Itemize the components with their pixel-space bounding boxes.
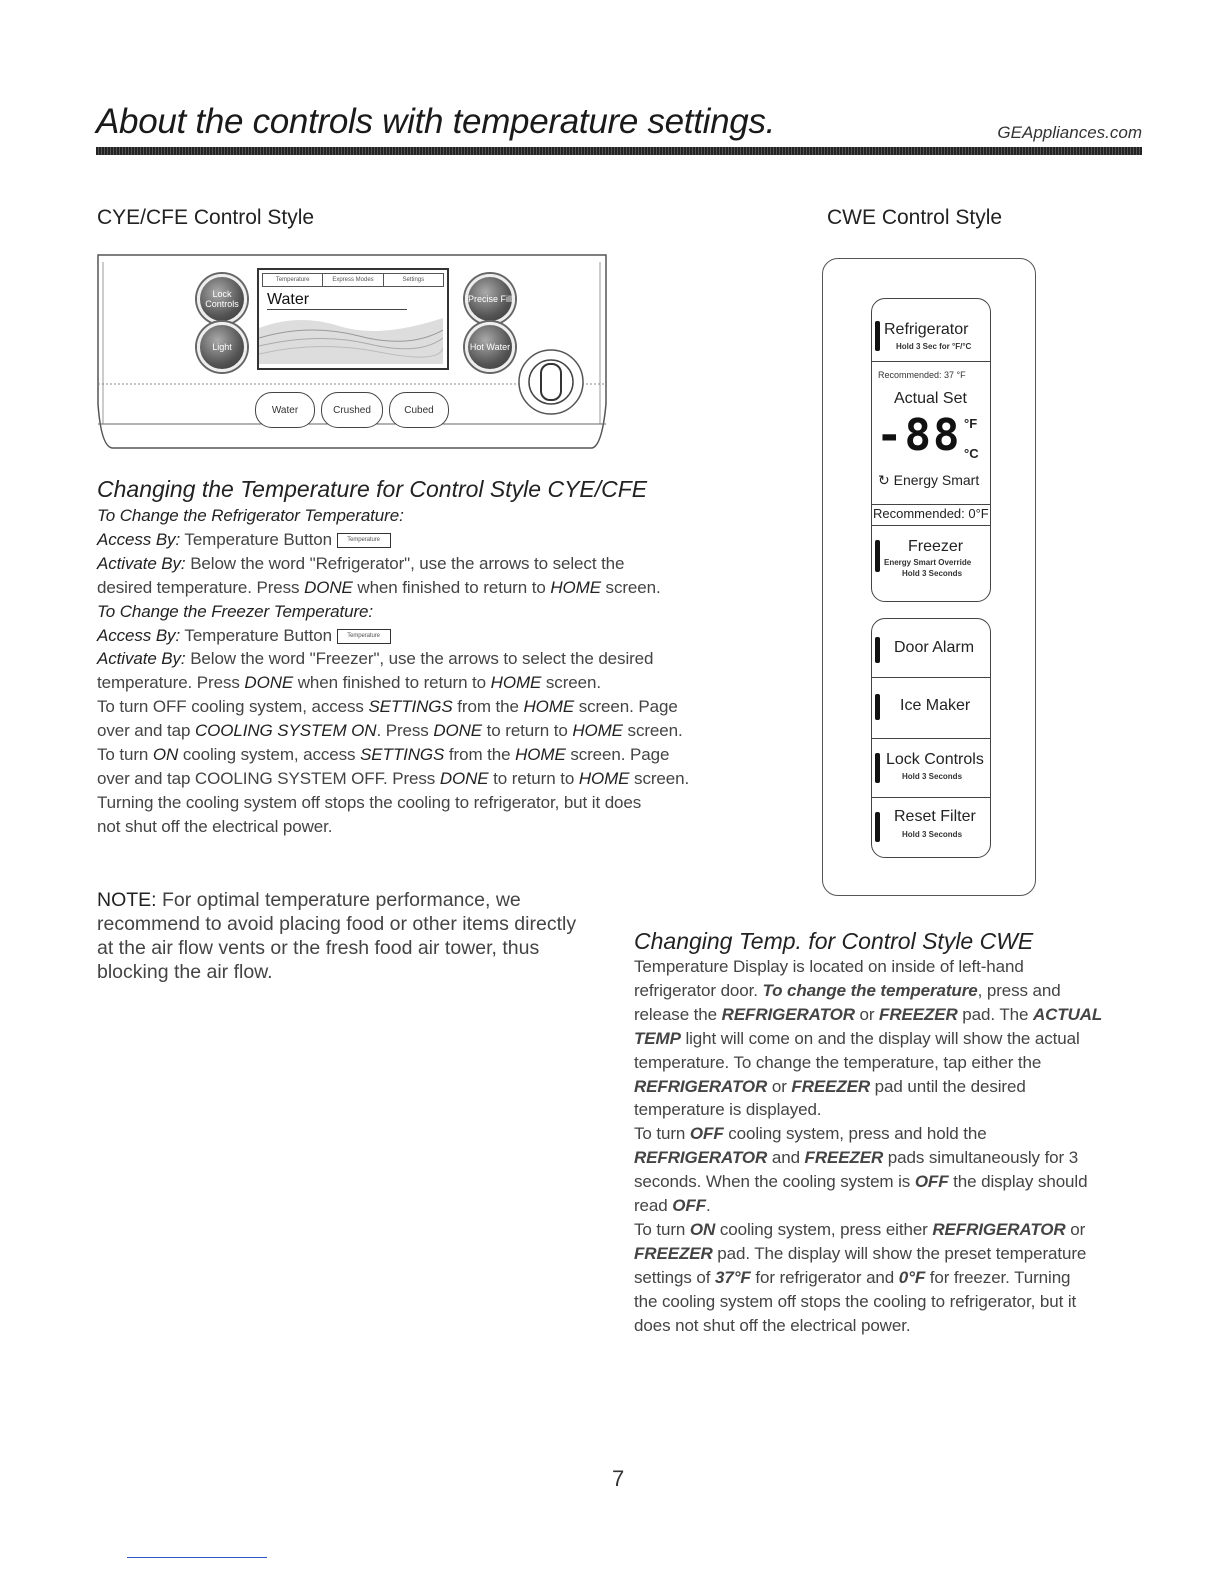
refrigerator-term: REFRIGERATOR bbox=[721, 1004, 855, 1024]
door-alarm-indicator bbox=[875, 637, 880, 663]
recycle-icon: ↻ bbox=[878, 472, 890, 488]
site-url: GEAppliances.com bbox=[997, 123, 1142, 142]
text-span: read bbox=[634, 1196, 673, 1216]
off-term: OFF bbox=[672, 1196, 706, 1216]
recommended-37: Recommended: 37 °F bbox=[878, 370, 966, 380]
freezer-term: FREEZER bbox=[879, 1004, 958, 1024]
tab-temperature[interactable]: Temperature bbox=[263, 274, 323, 286]
text-span: release the bbox=[634, 1004, 722, 1024]
preset-37: 37°F bbox=[715, 1267, 751, 1287]
text-span: To turn bbox=[634, 1219, 690, 1239]
home-term: HOME bbox=[578, 768, 630, 788]
cye-control-panel bbox=[97, 254, 607, 450]
crushed-pill[interactable]: Crushed bbox=[321, 392, 383, 428]
text-span: or bbox=[767, 1076, 792, 1096]
refrigerator-indicator bbox=[875, 321, 880, 351]
lock-controls-pad[interactable] bbox=[872, 739, 990, 798]
freezer-term: FREEZER bbox=[791, 1076, 871, 1096]
fridge-activate-line: Below the word "Refrigerator", use the arrows to select the bbox=[190, 553, 625, 573]
lock-controls-label: Lock Controls bbox=[886, 751, 984, 768]
activate-label: Activate By: bbox=[97, 553, 186, 573]
home-term: HOME bbox=[550, 577, 601, 597]
text-span: cooling system, access bbox=[178, 745, 361, 765]
text-span: light will come on and the display will show the actual bbox=[680, 1028, 1080, 1048]
text-span: To turn bbox=[634, 1124, 690, 1144]
home-term: HOME bbox=[523, 697, 575, 717]
ice-maker-indicator bbox=[875, 694, 880, 720]
actual-term: ACTUAL bbox=[1032, 1004, 1103, 1024]
freezer-override-text: Energy Smart Override bbox=[884, 558, 972, 567]
text-span: pad until the desired bbox=[870, 1076, 1026, 1096]
precise-fill-button[interactable]: Precise Fill bbox=[465, 274, 515, 324]
done-term: DONE bbox=[439, 768, 489, 788]
access-text: Temperature Button bbox=[184, 625, 332, 645]
refrigerator-hold-text: Hold 3 Sec for °F/°C bbox=[896, 342, 972, 351]
note-line: For optimal temperature performance, we bbox=[156, 889, 521, 911]
text-span: . Press bbox=[376, 721, 434, 741]
lock-controls-button[interactable]: Lock Controls bbox=[197, 274, 247, 324]
cwe-line: the cooling system off stops the cooling to refrigerator, but it bbox=[634, 1291, 1077, 1311]
tab-settings[interactable]: Settings bbox=[402, 277, 425, 283]
note-line: recommend to avoid placing food or other items directly bbox=[97, 913, 577, 935]
recommended-0-row bbox=[872, 505, 990, 526]
cwe-section-title: Changing Temp. for Control Style CWE bbox=[634, 928, 1034, 954]
freezer-subheading: To Change the Freezer Temperature: bbox=[97, 601, 374, 621]
cwe-heading: CWE Control Style bbox=[827, 206, 1003, 229]
light-button[interactable]: Light bbox=[197, 322, 247, 372]
fridge-subheading: To Change the Refrigerator Temperature: bbox=[97, 506, 404, 525]
text-span: over and tap bbox=[97, 721, 195, 741]
header-rule bbox=[96, 147, 1142, 155]
freezer-label: Freezer bbox=[908, 538, 964, 555]
text-span: for freezer. Turning bbox=[925, 1267, 1071, 1287]
text-span: from the bbox=[444, 745, 516, 765]
water-pill[interactable]: Water bbox=[255, 392, 315, 428]
done-term: DONE bbox=[304, 577, 353, 597]
lock-controls-indicator bbox=[875, 753, 880, 783]
cwe-options-group bbox=[871, 618, 991, 858]
text-span: or bbox=[854, 1004, 880, 1024]
tab-express-modes[interactable]: Express Modes bbox=[323, 274, 383, 286]
refrigerator-term: REFRIGERATOR bbox=[634, 1076, 768, 1096]
door-alarm-label: Door Alarm bbox=[894, 639, 975, 656]
cwe-line: temperature. To change the temperature, tap either the bbox=[634, 1052, 1042, 1072]
dispenser-screen bbox=[257, 268, 449, 370]
reset-filter-pad[interactable] bbox=[872, 798, 990, 856]
text-span: screen. bbox=[629, 768, 690, 788]
done-term: DONE bbox=[244, 673, 294, 693]
text-span: seconds. When the cooling system is bbox=[634, 1172, 915, 1192]
hot-water-button[interactable]: Hot Water bbox=[465, 322, 515, 372]
note-line: blocking the air flow. bbox=[97, 961, 273, 983]
final-line-2: not shut off the electrical power. bbox=[97, 816, 333, 836]
text-span: desired temperature. Press bbox=[97, 577, 305, 597]
text-span: over and tap COOLING SYSTEM OFF. Press bbox=[97, 768, 440, 788]
cwe-line: temperature is displayed. bbox=[634, 1100, 822, 1120]
text-span: . bbox=[705, 1196, 711, 1216]
text-span: cooling system, press either bbox=[715, 1219, 933, 1239]
off-term: OFF bbox=[689, 1124, 724, 1144]
ice-maker-label: Ice Maker bbox=[900, 697, 971, 714]
text-span: from the bbox=[452, 697, 524, 717]
refrigerator-pad[interactable] bbox=[872, 299, 990, 362]
change-temp-term: To change the temperature bbox=[762, 980, 978, 1000]
freezer-indicator bbox=[875, 540, 880, 572]
footer-line bbox=[127, 1557, 267, 1558]
text-span: screen. bbox=[600, 577, 661, 597]
page-number: 7 bbox=[612, 1466, 625, 1491]
text-span: refrigerator door. bbox=[634, 980, 763, 1000]
temperature-readout: -88 bbox=[876, 410, 962, 461]
access-label: Access By: bbox=[97, 625, 181, 645]
freezer-pad[interactable] bbox=[872, 526, 990, 600]
temp-term: TEMP bbox=[634, 1028, 681, 1048]
text-span: screen. Page bbox=[574, 697, 678, 717]
energy-smart-label: Energy Smart bbox=[893, 472, 980, 488]
text-span: to return to bbox=[488, 768, 579, 788]
text-span: pad. The bbox=[957, 1004, 1033, 1024]
door-alarm-pad[interactable] bbox=[872, 619, 990, 678]
text-span: cooling system, press and hold the bbox=[723, 1124, 987, 1144]
lock-controls-hold-text: Hold 3 Seconds bbox=[902, 772, 963, 781]
text-span: pad. The display will show the preset temperature bbox=[712, 1243, 1087, 1263]
cooling-on-term: COOLING SYSTEM ON bbox=[194, 721, 377, 741]
dispenser-paddle-icon bbox=[515, 344, 585, 434]
activate-label: Activate By: bbox=[97, 649, 186, 669]
temperature-button-icon: Temperature bbox=[337, 533, 391, 548]
freezer-term: FREEZER bbox=[804, 1148, 884, 1168]
refrigerator-term: REFRIGERATOR bbox=[932, 1219, 1066, 1239]
text-span: temperature. Press bbox=[97, 673, 245, 693]
screen-label: Water bbox=[267, 291, 407, 310]
temperature-button-icon: Temperature bbox=[337, 629, 391, 644]
cwe-line: does not shut off the electrical power. bbox=[634, 1315, 911, 1335]
on-term: ON bbox=[689, 1219, 716, 1239]
text-span: settings of bbox=[634, 1267, 716, 1287]
text-span: the display should bbox=[948, 1172, 1088, 1192]
preset-0: 0°F bbox=[898, 1267, 926, 1287]
cye-section-title: Changing the Temperature for Control Style CYE/CFE bbox=[97, 476, 648, 502]
home-term: HOME bbox=[572, 721, 623, 741]
access-text: Temperature Button bbox=[184, 529, 332, 549]
settings-term: SETTINGS bbox=[368, 697, 453, 717]
temperature-display bbox=[872, 362, 990, 505]
text-span: screen. bbox=[622, 721, 683, 741]
reset-filter-indicator bbox=[875, 812, 880, 842]
off-term: OFF bbox=[914, 1172, 949, 1192]
cwe-line: Temperature Display is located on inside of left-hand bbox=[634, 957, 1024, 976]
energy-smart-indicator bbox=[878, 472, 979, 489]
refrigerator-term: REFRIGERATOR bbox=[634, 1148, 768, 1168]
freezer-hold-text: Hold 3 Seconds bbox=[902, 569, 963, 578]
freezer-term: FREEZER bbox=[634, 1243, 713, 1263]
note-label: NOTE: bbox=[97, 889, 157, 911]
cye-instructions bbox=[97, 504, 737, 839]
settings-term: SETTINGS bbox=[360, 745, 445, 765]
cye-heading: CYE/CFE Control Style bbox=[97, 206, 315, 229]
on-term: ON bbox=[152, 745, 179, 765]
text-span: and bbox=[767, 1148, 805, 1168]
note-block bbox=[97, 888, 617, 984]
page-title: About the controls with temperature settings. bbox=[96, 102, 776, 141]
final-line-1: Turning the cooling system off stops the cooling to refrigerator, but it does bbox=[97, 792, 642, 812]
note-line: at the air flow vents or the fresh food air tower, thus bbox=[97, 937, 540, 959]
cwe-instructions bbox=[634, 955, 1154, 1338]
refrigerator-label: Refrigerator bbox=[884, 321, 969, 338]
reset-filter-hold-text: Hold 3 Seconds bbox=[902, 830, 963, 839]
water-wave-graphic bbox=[259, 308, 443, 364]
text-span: To turn bbox=[97, 745, 153, 765]
text-span: when finished to return to bbox=[352, 577, 551, 597]
text-span: when finished to return to bbox=[293, 673, 491, 693]
access-label: Access By: bbox=[97, 529, 181, 549]
actual-set-label: Actual Set bbox=[894, 390, 967, 407]
text-span: , press and bbox=[977, 980, 1061, 1000]
screen-tabs bbox=[262, 273, 444, 287]
cubed-pill[interactable]: Cubed bbox=[389, 392, 449, 428]
reset-filter-label: Reset Filter bbox=[894, 808, 976, 825]
text-span: or bbox=[1065, 1219, 1086, 1239]
recommended-0: Recommended: 0°F bbox=[873, 506, 989, 521]
freezer-activate-line: Below the word "Freezer", use the arrows to select the desired bbox=[190, 649, 654, 669]
unit-c: °C bbox=[964, 446, 979, 461]
cwe-temperature-group bbox=[871, 298, 991, 602]
unit-f: °F bbox=[964, 416, 978, 431]
home-term: HOME bbox=[490, 673, 542, 693]
text-span: pads simultaneously for 3 bbox=[883, 1148, 1079, 1168]
text-span: screen. Page bbox=[565, 745, 670, 765]
ice-maker-pad[interactable] bbox=[872, 678, 990, 739]
text-span: to return to bbox=[482, 721, 573, 741]
text-span: for refrigerator and bbox=[750, 1267, 899, 1287]
home-term: HOME bbox=[515, 745, 566, 765]
text-span: To turn OFF cooling system, access bbox=[97, 697, 369, 717]
text-span: screen. bbox=[541, 673, 601, 693]
done-term: DONE bbox=[433, 721, 483, 741]
